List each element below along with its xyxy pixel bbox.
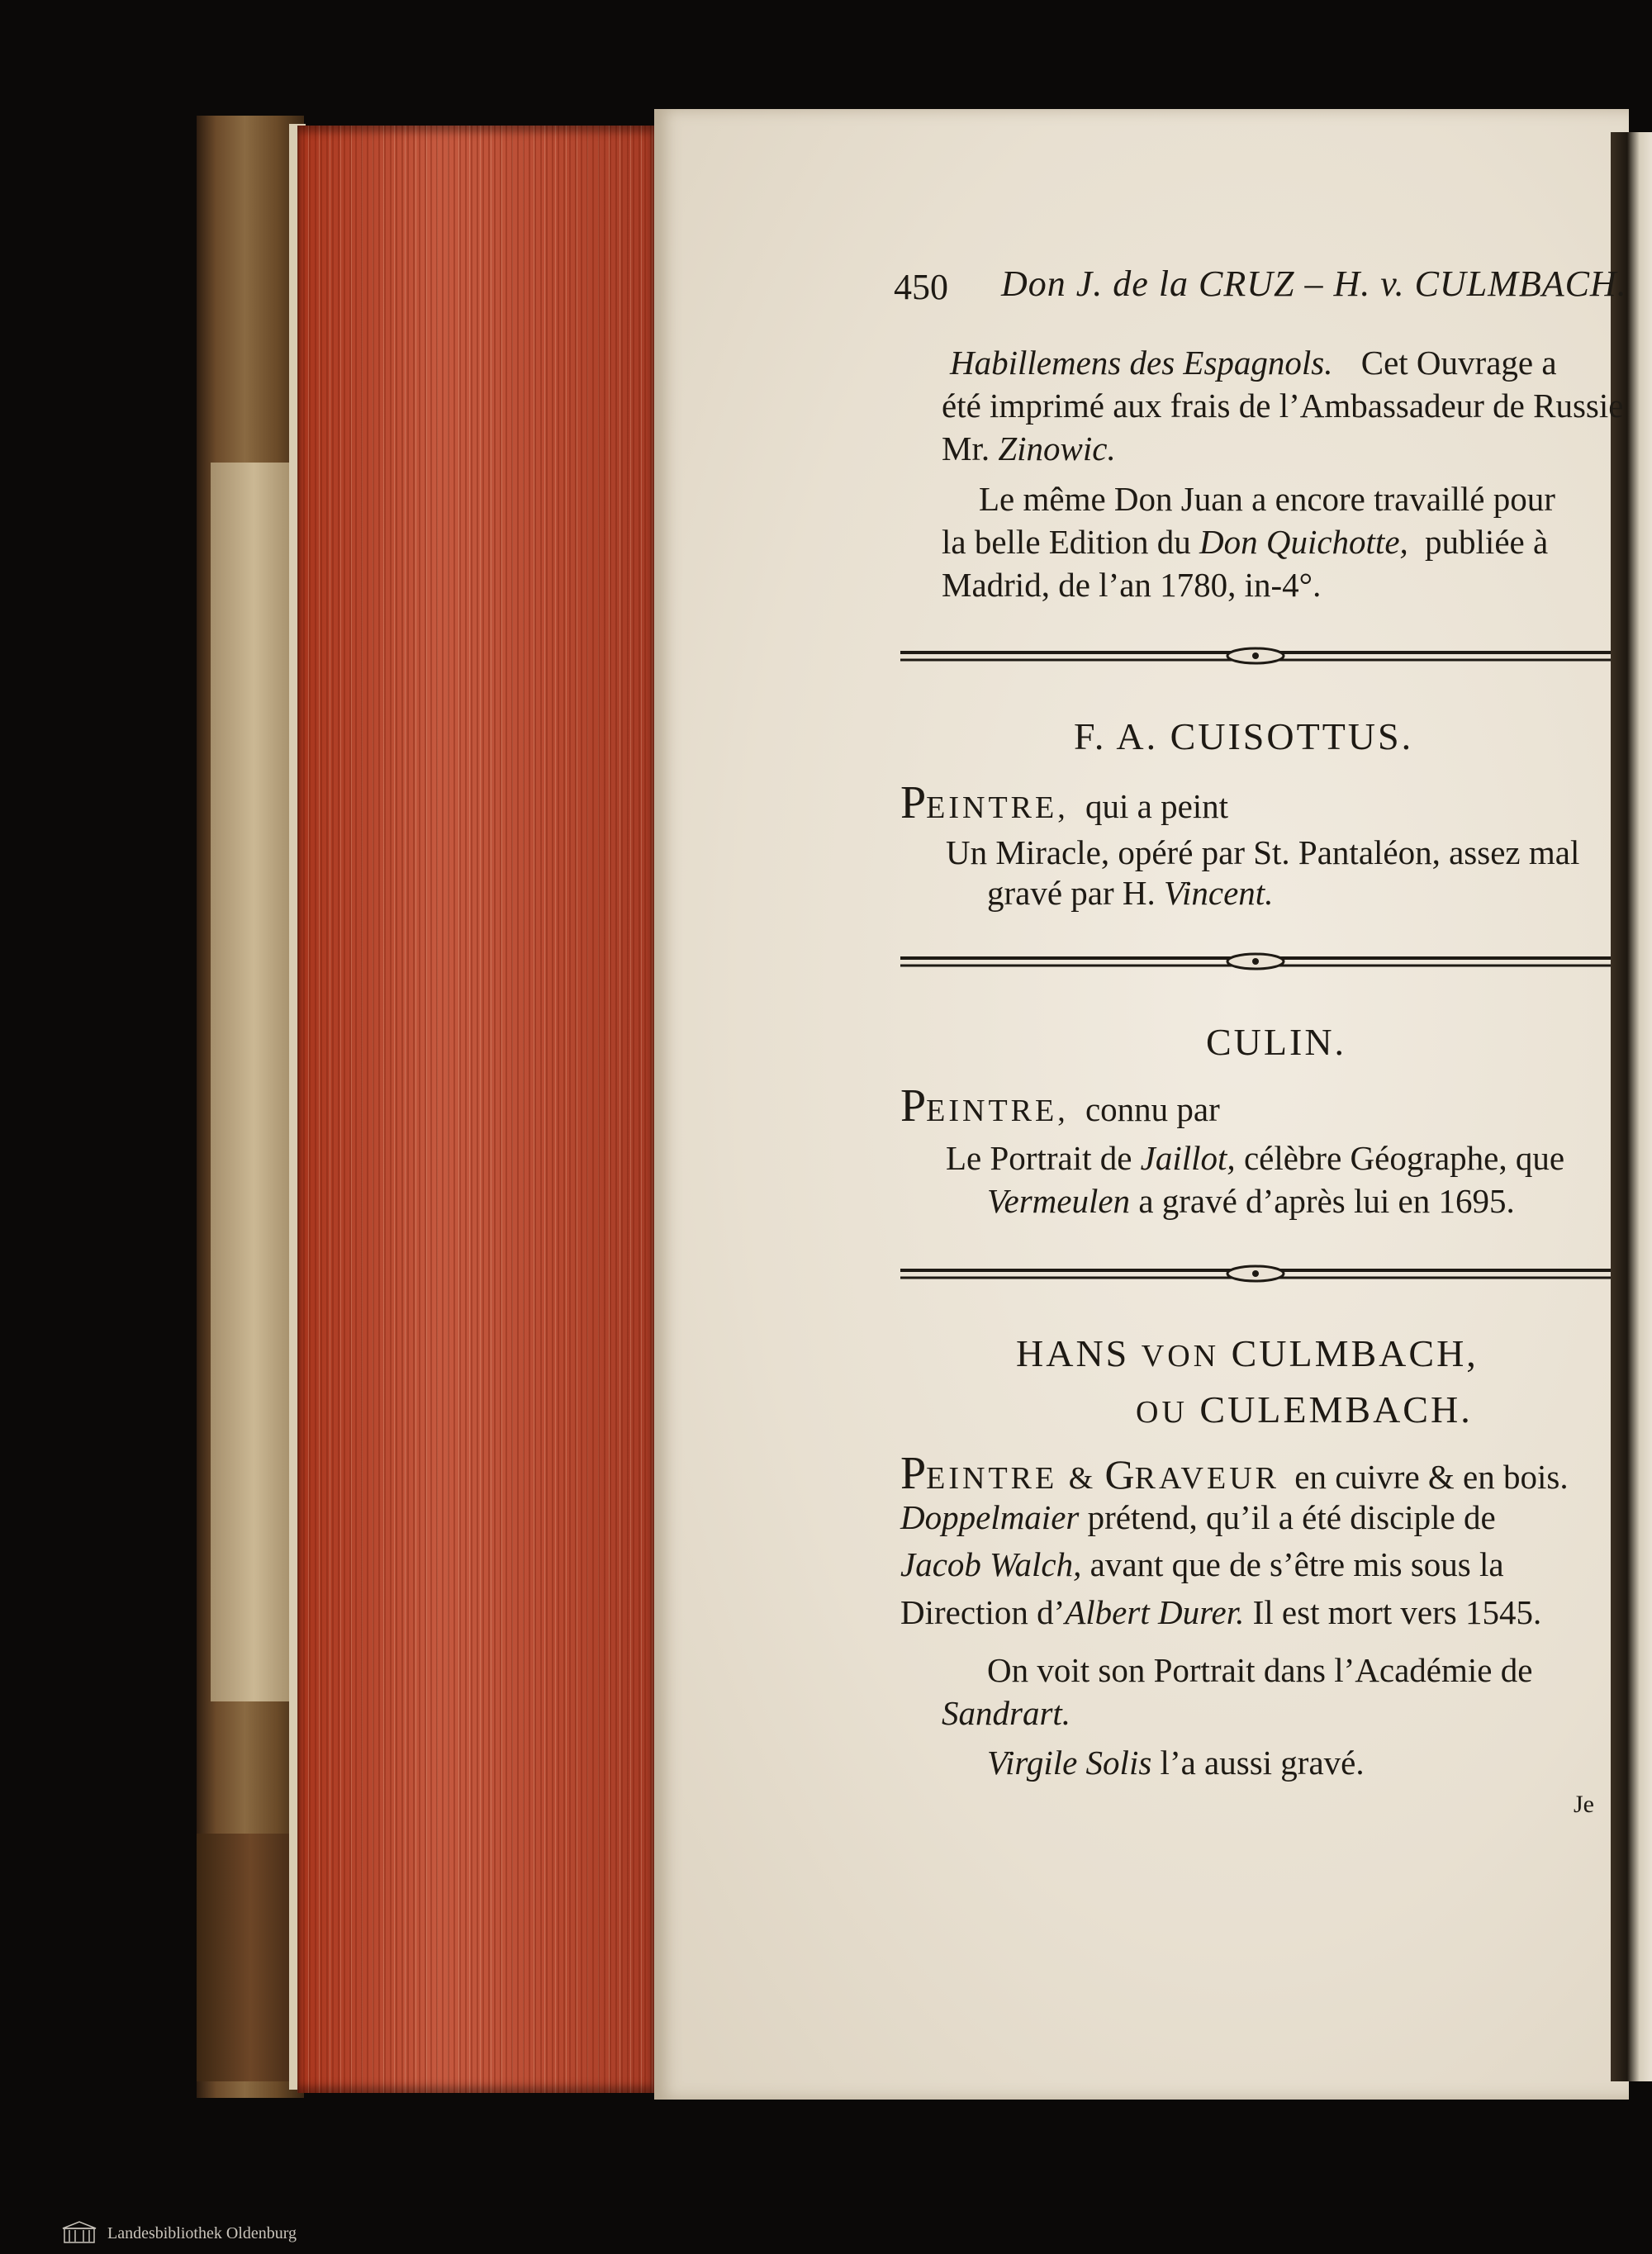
spine-lower-leather [197,1834,304,2081]
running-title: Don J. de la CRUZ – H. v. CULMBACH. [1001,263,1627,304]
text-line: gravé par H. Vincent. [987,874,1274,912]
ornamental-rule [900,1262,1611,1287]
text-line: Sandrart. [942,1694,1071,1732]
text-line: On voit son Portrait dans l’Académie de [987,1651,1533,1689]
text-line: Un Miracle, opéré par St. Pantaléon, assez mal [946,833,1580,871]
entry-heading: OU CULEMBACH. [1136,1388,1473,1431]
entry-heading: CULIN. [1206,1021,1347,1063]
page-number: 450 [894,267,948,307]
text-line: Doppelmaier prétend, qu’il a été disciple de [900,1498,1496,1536]
text-line: Le même Don Juan a encore travaillé pour [979,480,1555,518]
text-line: Vermeulen a gravé d’après lui en 1695. [987,1182,1515,1220]
text-line: Jacob Walch, avant que de s’être mis sous la [900,1545,1504,1583]
spine-label-panel [211,463,297,1701]
text-line: Madrid, de l’an 1780, in-4°. [942,566,1322,604]
entry-heading: HANS VON CULMBACH, [1016,1332,1479,1374]
library-credit: Landesbibliothek Oldenburg [107,2224,297,2242]
text-line: Mr. Zinowic. [942,429,1116,467]
catchword: Je [1574,1791,1594,1818]
role-line: PEINTRE & GRAVEUR en cuivre & en bois. [900,1448,1569,1499]
red-page-edges [297,126,654,2093]
ornamental-rule [900,950,1611,975]
library-building-icon [61,2220,97,2245]
text-line: été imprimé aux frais de l’Ambassadeur de Russie [942,387,1624,425]
text-line: Habillemens des Espagnols. Cet Ouvrage a [950,344,1557,382]
role-line: PEINTRE, connu par [900,1080,1220,1132]
text-line: Le Portrait de Jaillot, célèbre Géographe, que [946,1139,1565,1177]
role-line: PEINTRE, qui a peint [900,777,1229,828]
entry-heading: F. A. CUISOTTUS. [1074,715,1414,757]
text-line: Direction d’Albert Durer. Il est mort vers 1545. [900,1593,1542,1631]
ornamental-rule [900,644,1611,669]
text-line: Virgile Solis l’a aussi gravé. [987,1744,1365,1782]
text-line: la belle Edition du Don Quichotte, publiée à [942,523,1549,561]
